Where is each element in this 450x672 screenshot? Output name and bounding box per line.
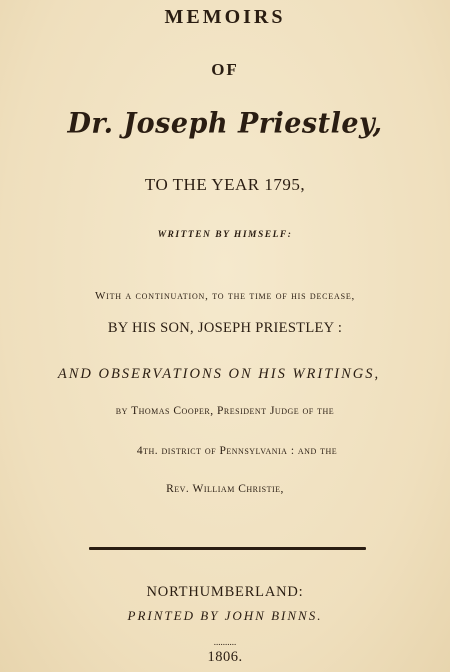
imprint-date: 1806. [207,649,243,665]
dotted-rule: .......... [213,637,237,647]
book-title: MEMOIRS [164,6,286,28]
by-son-line: BY HIS SON, JOSEPH PRIESTLEY : [107,320,343,336]
of-line: OF [211,60,239,79]
observations-line: AND OBSERVATIONS ON HIS WRITINGS, [57,366,381,382]
year-line: TO THE YEAR 1795, [144,175,306,194]
imprint-printer: PRINTED BY JOHN BINNS. [127,608,323,623]
imprint-place: NORTHUMBERLAND: [146,584,304,600]
cooper-line: by Thomas Cooper, President Judge of the [115,405,335,417]
district-line: 4th. district of Pennsylvania : and the [136,445,338,457]
written-by-line: WRITTEN BY HIMSELF: [157,230,293,240]
divider-rule [89,547,366,550]
christie-line: Rev. William Christie, [166,483,284,495]
author-name: Dr. Joseph Priestley, [67,107,383,140]
continuation-line: With a continuation, to the time of his decease, [94,290,356,302]
